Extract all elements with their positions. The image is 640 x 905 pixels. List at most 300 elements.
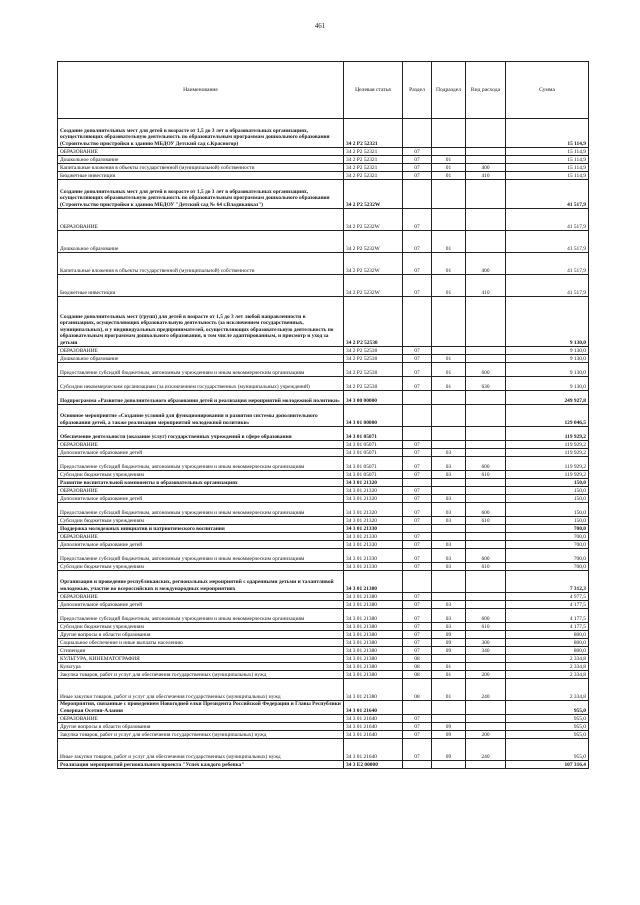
cell-expense-type xyxy=(466,701,506,715)
cell-sum: 800,0 xyxy=(506,631,589,639)
cell-name: Капитальные вложения в объекты государственной (муниципальной) собственности xyxy=(58,253,344,275)
cell-expense-type xyxy=(466,593,506,601)
cell-expense-type xyxy=(466,355,506,363)
cell-subsection xyxy=(432,427,466,441)
table-row xyxy=(58,739,589,761)
cell-subsection: 03 xyxy=(432,549,466,563)
cell-section: 07 xyxy=(403,601,432,609)
cell-section xyxy=(403,525,432,533)
cell-target-article: 34 3 01 21380 xyxy=(344,571,403,593)
cell-expense-type xyxy=(466,525,506,533)
cell-sum: 2 334,8 xyxy=(506,671,589,679)
cell-section xyxy=(403,119,432,148)
cell-sum: 9 130,0 xyxy=(506,363,589,377)
cell-section xyxy=(403,701,432,715)
table-row xyxy=(58,701,589,715)
cell-sum: 800,0 xyxy=(506,639,589,647)
table-row xyxy=(58,297,589,347)
cell-expense-type xyxy=(466,571,506,593)
cell-target-article: 34 3 01 21380 xyxy=(344,609,403,623)
cell-expense-type xyxy=(466,119,506,148)
cell-section: 07 xyxy=(403,172,432,180)
cell-target-article: 34 3 01 05071 xyxy=(344,427,403,441)
cell-expense-type xyxy=(466,156,506,164)
cell-name: Дополнительное образование детей xyxy=(58,601,344,609)
table-row xyxy=(58,148,589,156)
cell-section: 08 xyxy=(403,671,432,679)
cell-name: Субсидии бюджетным учреждениям xyxy=(58,517,344,525)
cell-section xyxy=(403,180,432,209)
cell-target-article: 34 2 P2 52530 xyxy=(344,297,403,347)
cell-target-article: 34 3 01 21380 xyxy=(344,671,403,679)
cell-name: Организация и проведение республиканских, региональных мероприятий с одаренными детьми и талантливой молодежью, участие во всероссийских и международных мероприятиях xyxy=(58,571,344,593)
header-expense-type: Вид расхода xyxy=(466,62,506,119)
cell-target-article: 34 3 01 21640 xyxy=(344,739,403,761)
table-row xyxy=(58,639,589,647)
cell-target-article: 34 2 P2 52321 xyxy=(344,119,403,148)
cell-name: Подпрограмма «Развитие дополнительного образования детей и реализация мероприятий молодежной политики» xyxy=(58,391,344,405)
cell-name: Дополнительное образование детей xyxy=(58,541,344,549)
table-row xyxy=(58,495,589,503)
cell-section xyxy=(403,391,432,405)
cell-sum: 15 114,9 xyxy=(506,148,589,156)
cell-section xyxy=(403,297,432,347)
cell-target-article: 34 2 P2 52530 xyxy=(344,377,403,391)
cell-subsection: 09 xyxy=(432,723,466,731)
cell-section: 07 xyxy=(403,647,432,655)
cell-sum: 4 977,5 xyxy=(506,593,589,601)
table-row xyxy=(58,541,589,549)
cell-expense-type xyxy=(466,479,506,487)
cell-target-article: 34 3 01 21330 xyxy=(344,525,403,533)
cell-subsection: 03 xyxy=(432,623,466,631)
cell-name: Иные закупки товаров, работ и услуг для обеспечения государственных (муниципальных) нужд xyxy=(58,739,344,761)
cell-target-article: 34 3 01 05071 xyxy=(344,449,403,457)
cell-expense-type: 410 xyxy=(466,172,506,180)
cell-name: Субсидии бюджетным учреждениям xyxy=(58,623,344,631)
cell-target-article: 34 3 01 00000 xyxy=(344,405,403,427)
cell-expense-type: 610 xyxy=(466,517,506,525)
cell-target-article: 34 3 00 00000 xyxy=(344,391,403,405)
cell-expense-type: 400 xyxy=(466,164,506,172)
cell-target-article: 34 3 01 21320 xyxy=(344,479,403,487)
budget-table xyxy=(57,61,589,769)
cell-subsection xyxy=(432,761,466,769)
cell-section: 07 xyxy=(403,253,432,275)
cell-subsection: 09 xyxy=(432,639,466,647)
cell-expense-type xyxy=(466,663,506,671)
cell-target-article: 34 3 01 21320 xyxy=(344,503,403,517)
cell-target-article: 34 3 01 21640 xyxy=(344,731,403,739)
cell-target-article: 34 2 P2 5232W xyxy=(344,209,403,231)
cell-subsection xyxy=(432,533,466,541)
cell-sum: 150,0 xyxy=(506,495,589,503)
cell-subsection xyxy=(432,525,466,533)
cell-expense-type xyxy=(466,631,506,639)
cell-subsection: 03 xyxy=(432,503,466,517)
cell-name: Культура xyxy=(58,663,344,671)
cell-subsection xyxy=(432,593,466,601)
cell-name: Другие вопросы в области образования xyxy=(58,723,344,731)
table-row xyxy=(58,471,589,479)
cell-target-article: 34 3 01 21320 xyxy=(344,495,403,503)
cell-expense-type: 600 xyxy=(466,609,506,623)
cell-subsection: 03 xyxy=(432,541,466,549)
cell-name: ОБРАЗОВАНИЕ xyxy=(58,209,344,231)
cell-target-article: 34 3 01 21380 xyxy=(344,647,403,655)
cell-subsection xyxy=(432,391,466,405)
cell-subsection xyxy=(432,148,466,156)
cell-subsection: 01 xyxy=(432,377,466,391)
cell-sum: 9 130,0 xyxy=(506,377,589,391)
cell-name: Поддержка молодежных инициатив и патриотического воспитания xyxy=(58,525,344,533)
cell-target-article: 34 3 01 21380 xyxy=(344,593,403,601)
cell-subsection: 03 xyxy=(432,563,466,571)
cell-sum: 955,0 xyxy=(506,723,589,731)
cell-expense-type: 240 xyxy=(466,679,506,701)
cell-section: 08 xyxy=(403,679,432,701)
cell-expense-type xyxy=(466,655,506,663)
cell-sum: 119 929,2 xyxy=(506,441,589,449)
cell-subsection xyxy=(432,655,466,663)
cell-section: 07 xyxy=(403,441,432,449)
cell-name: Бюджетные инвестиции xyxy=(58,172,344,180)
cell-target-article: 34 3 01 21380 xyxy=(344,663,403,671)
cell-subsection: 09 xyxy=(432,647,466,655)
cell-sum: 15 114,9 xyxy=(506,164,589,172)
cell-sum: 41 517,9 xyxy=(506,231,589,253)
cell-expense-type: 610 xyxy=(466,471,506,479)
cell-name: Иные закупки товаров, работ и услуг для обеспечения государственных (муниципальных) нужд xyxy=(58,679,344,701)
cell-name: Субсидии бюджетным учреждениям xyxy=(58,563,344,571)
cell-subsection xyxy=(432,715,466,723)
cell-subsection xyxy=(432,119,466,148)
cell-sum: 41 517,9 xyxy=(506,275,589,297)
cell-expense-type: 600 xyxy=(466,549,506,563)
table-row xyxy=(58,347,589,355)
cell-sum: 2 334,8 xyxy=(506,663,589,671)
cell-section: 07 xyxy=(403,355,432,363)
cell-target-article: 34 3 01 21640 xyxy=(344,715,403,723)
cell-name: Капитальные вложения в объекты государственной (муниципальной) собственности xyxy=(58,164,344,172)
cell-expense-type: 610 xyxy=(466,563,506,571)
cell-target-article: 34 3 01 21640 xyxy=(344,723,403,731)
cell-sum: 41 517,9 xyxy=(506,253,589,275)
cell-subsection: 03 xyxy=(432,457,466,471)
cell-subsection: 01 xyxy=(432,363,466,377)
table-row xyxy=(58,679,589,701)
table-row xyxy=(58,391,589,405)
cell-sum: 107 316,4 xyxy=(506,761,589,769)
cell-section xyxy=(403,427,432,441)
cell-section: 07 xyxy=(403,377,432,391)
cell-subsection xyxy=(432,487,466,495)
cell-sum: 700,0 xyxy=(506,533,589,541)
cell-sum: 4 177,5 xyxy=(506,623,589,631)
table-row xyxy=(58,503,589,517)
cell-expense-type xyxy=(466,427,506,441)
cell-section: 07 xyxy=(403,541,432,549)
table-body xyxy=(58,119,589,769)
cell-name: Предоставление субсидий бюджетным, автономным учреждениям и иным некоммерческим организациям xyxy=(58,609,344,623)
cell-name: Дошкольное образование xyxy=(58,231,344,253)
cell-section: 07 xyxy=(403,457,432,471)
cell-expense-type xyxy=(466,761,506,769)
cell-name: Субсидии бюджетным учреждениям xyxy=(58,471,344,479)
cell-name: Закупка товаров, работ и услуг для обеспечения государственных (муниципальных) нужд xyxy=(58,731,344,739)
table-row xyxy=(58,479,589,487)
table-row xyxy=(58,231,589,253)
table-row xyxy=(58,631,589,639)
cell-expense-type xyxy=(466,297,506,347)
cell-section: 07 xyxy=(403,593,432,601)
cell-target-article: 34 3 01 21330 xyxy=(344,533,403,541)
cell-subsection: 03 xyxy=(432,495,466,503)
table-row xyxy=(58,405,589,427)
table-row xyxy=(58,761,589,769)
cell-name: Стипендии xyxy=(58,647,344,655)
cell-subsection: 01 xyxy=(432,663,466,671)
cell-sum: 41 517,9 xyxy=(506,209,589,231)
cell-section: 07 xyxy=(403,164,432,172)
cell-name: ОБРАЗОВАНИЕ xyxy=(58,347,344,355)
cell-name: Мероприятия, связанные с проведением Новогодней елки Президента Российской Федерации и Главы Республики Северная Осетия-Алания xyxy=(58,701,344,715)
table-row xyxy=(58,441,589,449)
cell-subsection xyxy=(432,297,466,347)
cell-sum: 700,0 xyxy=(506,563,589,571)
cell-subsection: 03 xyxy=(432,471,466,479)
cell-name: Предоставление субсидий бюджетным, автономным учреждениям и иным некоммерческим организациям xyxy=(58,549,344,563)
cell-name: ОБРАЗОВАНИЕ xyxy=(58,487,344,495)
cell-expense-type xyxy=(466,180,506,209)
cell-sum: 150,0 xyxy=(506,487,589,495)
cell-name: ОБРАЗОВАНИЕ xyxy=(58,715,344,723)
cell-subsection: 01 xyxy=(432,679,466,701)
cell-name: ОБРАЗОВАНИЕ xyxy=(58,533,344,541)
cell-expense-type: 610 xyxy=(466,623,506,631)
cell-target-article: 34 2 P2 52530 xyxy=(344,355,403,363)
page-number: 461 xyxy=(314,22,326,30)
cell-section: 07 xyxy=(403,631,432,639)
cell-sum: 150,0 xyxy=(506,503,589,517)
cell-expense-type xyxy=(466,487,506,495)
cell-section xyxy=(403,761,432,769)
cell-subsection: 09 xyxy=(432,731,466,739)
cell-expense-type xyxy=(466,148,506,156)
cell-section xyxy=(403,479,432,487)
cell-subsection: 01 xyxy=(432,172,466,180)
cell-section: 07 xyxy=(403,639,432,647)
cell-target-article: 34 2 P2 5232W xyxy=(344,253,403,275)
header-sum: Сумма xyxy=(506,62,589,119)
cell-subsection: 09 xyxy=(432,739,466,761)
table-row xyxy=(58,209,589,231)
cell-expense-type xyxy=(466,449,506,457)
cell-sum: 700,0 xyxy=(506,541,589,549)
cell-sum: 150,0 xyxy=(506,517,589,525)
cell-expense-type xyxy=(466,231,506,253)
cell-sum: 955,0 xyxy=(506,715,589,723)
table-row xyxy=(58,517,589,525)
cell-subsection: 01 xyxy=(432,355,466,363)
table-row xyxy=(58,549,589,563)
cell-sum: 4 177,5 xyxy=(506,601,589,609)
cell-target-article: 34 2 P2 52321 xyxy=(344,172,403,180)
table-row xyxy=(58,655,589,663)
cell-sum: 2 334,8 xyxy=(506,679,589,701)
cell-section: 07 xyxy=(403,471,432,479)
table-row xyxy=(58,723,589,731)
cell-sum: 119 929,2 xyxy=(506,457,589,471)
cell-name: Создание дополнительных мест (групп) для детей в возрасте от 1,5 до 3 лет любой направленности в организациях, осуществляющих образовательную деятельность (за исключением государственных, муниципальных), и у индивидуальных предпринимателей, осуществляющих образовательную деятельность по образовательным программам дошкольного образования, в том числе адаптированным, и присмотр и уход за детьми xyxy=(58,297,344,347)
cell-section: 07 xyxy=(403,563,432,571)
cell-target-article: 34 2 P2 52530 xyxy=(344,363,403,377)
cell-name: Субсидии некоммерческим организациям (за исключением государственных (муниципальных) учреждений) xyxy=(58,377,344,391)
cell-section: 08 xyxy=(403,655,432,663)
cell-target-article: 34 2 P2 52530 xyxy=(344,347,403,355)
cell-expense-type: 630 xyxy=(466,377,506,391)
cell-sum: 249 927,8 xyxy=(506,391,589,405)
cell-target-article: 34 2 P2 52321 xyxy=(344,148,403,156)
table-row xyxy=(58,172,589,180)
table-row xyxy=(58,180,589,209)
cell-expense-type xyxy=(466,541,506,549)
table-row xyxy=(58,533,589,541)
cell-subsection: 01 xyxy=(432,231,466,253)
cell-expense-type xyxy=(466,715,506,723)
cell-name: Предоставление субсидий бюджетным, автономным учреждениям и иным некоммерческим организациям xyxy=(58,363,344,377)
cell-name: Развитие воспитательной компоненты в образовательных организациях xyxy=(58,479,344,487)
cell-target-article: 34 3 01 21320 xyxy=(344,487,403,495)
cell-sum: 9 130,0 xyxy=(506,347,589,355)
cell-section: 07 xyxy=(403,487,432,495)
cell-section: 07 xyxy=(403,503,432,517)
table-row xyxy=(58,355,589,363)
cell-expense-type xyxy=(466,209,506,231)
cell-section: 07 xyxy=(403,731,432,739)
cell-name: Дошкольное образование xyxy=(58,156,344,164)
cell-sum: 7 312,3 xyxy=(506,571,589,593)
cell-target-article: 34 3 01 05071 xyxy=(344,457,403,471)
cell-name: Создание дополнительных мест для детей в возрасте от 1,5 до 3 лет в образовательных организациях, осуществляющих образовательную деятельность по образовательным программам дошкольного образования (Строительство пристройки к зданию МБДОУ "Детский сад № 64 г.Владикавказ") xyxy=(58,180,344,209)
cell-expense-type xyxy=(466,601,506,609)
cell-section: 07 xyxy=(403,231,432,253)
cell-section: 07 xyxy=(403,363,432,377)
cell-section: 07 xyxy=(403,148,432,156)
table-row xyxy=(58,731,589,739)
cell-subsection: 03 xyxy=(432,517,466,525)
cell-sum: 955,0 xyxy=(506,739,589,761)
table-row xyxy=(58,663,589,671)
table-row xyxy=(58,715,589,723)
cell-sum: 15 114,9 xyxy=(506,156,589,164)
cell-subsection: 03 xyxy=(432,609,466,623)
table-row xyxy=(58,119,589,148)
table-row xyxy=(58,427,589,441)
table-header-row xyxy=(58,62,589,119)
cell-target-article: 34 2 P2 52321 xyxy=(344,164,403,172)
cell-sum: 700,0 xyxy=(506,525,589,533)
table-row xyxy=(58,647,589,655)
cell-name: ОБРАЗОВАНИЕ xyxy=(58,441,344,449)
cell-subsection xyxy=(432,571,466,593)
table-row xyxy=(58,253,589,275)
cell-name: Социальное обеспечение и иные выплаты населению xyxy=(58,639,344,647)
cell-target-article: 34 3 E2 00000 xyxy=(344,761,403,769)
cell-section: 07 xyxy=(403,609,432,623)
cell-subsection: 03 xyxy=(432,601,466,609)
cell-sum: 800,0 xyxy=(506,647,589,655)
cell-target-article: 34 3 01 21320 xyxy=(344,517,403,525)
cell-target-article: 34 3 01 21330 xyxy=(344,563,403,571)
cell-sum: 9 130,0 xyxy=(506,297,589,347)
table-row xyxy=(58,275,589,297)
cell-name: КУЛЬТУРА, КИНЕМАТОГРАФИЯ xyxy=(58,655,344,663)
cell-expense-type xyxy=(466,533,506,541)
cell-subsection: 03 xyxy=(432,449,466,457)
table-row xyxy=(58,449,589,457)
cell-expense-type: 600 xyxy=(466,363,506,377)
cell-subsection: 01 xyxy=(432,253,466,275)
cell-target-article: 34 3 01 05071 xyxy=(344,471,403,479)
cell-section: 07 xyxy=(403,533,432,541)
cell-subsection xyxy=(432,347,466,355)
cell-expense-type: 600 xyxy=(466,503,506,517)
cell-target-article: 34 3 01 21330 xyxy=(344,541,403,549)
cell-sum: 15 114,9 xyxy=(506,119,589,148)
cell-target-article: 34 3 01 21380 xyxy=(344,623,403,631)
cell-subsection xyxy=(432,701,466,715)
cell-name: Создание дополнительных мест для детей в возрасте от 1,5 до 3 лет в образовательных организациях, осуществляющих образовательную деятельность по образовательным программам дошкольного образования (Строительство пристройки к зданию МБДОУ Детский сад с.Красногор) xyxy=(58,119,344,148)
table-row xyxy=(58,377,589,391)
cell-sum: 9 130,0 xyxy=(506,355,589,363)
table-row xyxy=(58,571,589,593)
cell-expense-type xyxy=(466,347,506,355)
cell-name: ОБРАЗОВАНИЕ xyxy=(58,148,344,156)
cell-section: 07 xyxy=(403,723,432,731)
table-row xyxy=(58,671,589,679)
cell-expense-type: 240 xyxy=(466,739,506,761)
cell-sum: 119 929,2 xyxy=(506,449,589,457)
cell-expense-type xyxy=(466,405,506,427)
header-subsection: Подраздел xyxy=(432,62,466,119)
cell-name: Бюджетные инвестиции xyxy=(58,275,344,297)
cell-name: Основное мероприятие «Создание условий для функционирования и развития системы дополнительного образования детей, а также реализации мероприятий молодежной политики» xyxy=(58,405,344,427)
cell-subsection: 01 xyxy=(432,164,466,172)
cell-expense-type: 300 xyxy=(466,639,506,647)
cell-subsection xyxy=(432,209,466,231)
cell-name: Другие вопросы в области образования xyxy=(58,631,344,639)
cell-sum: 150,0 xyxy=(506,479,589,487)
table-row xyxy=(58,164,589,172)
cell-expense-type: 200 xyxy=(466,671,506,679)
table-row xyxy=(58,623,589,631)
table-row xyxy=(58,457,589,471)
cell-sum: 700,0 xyxy=(506,549,589,563)
cell-expense-type: 340 xyxy=(466,647,506,655)
table-row xyxy=(58,156,589,164)
cell-section: 07 xyxy=(403,495,432,503)
cell-target-article: 34 2 P2 5232W xyxy=(344,231,403,253)
cell-section: 07 xyxy=(403,623,432,631)
cell-expense-type xyxy=(466,391,506,405)
cell-section: 07 xyxy=(403,275,432,297)
cell-target-article: 34 3 01 05071 xyxy=(344,441,403,449)
cell-target-article: 34 2 P2 52321 xyxy=(344,156,403,164)
cell-sum: 15 114,9 xyxy=(506,172,589,180)
cell-target-article: 34 3 01 21640 xyxy=(344,701,403,715)
cell-subsection: 09 xyxy=(432,631,466,639)
